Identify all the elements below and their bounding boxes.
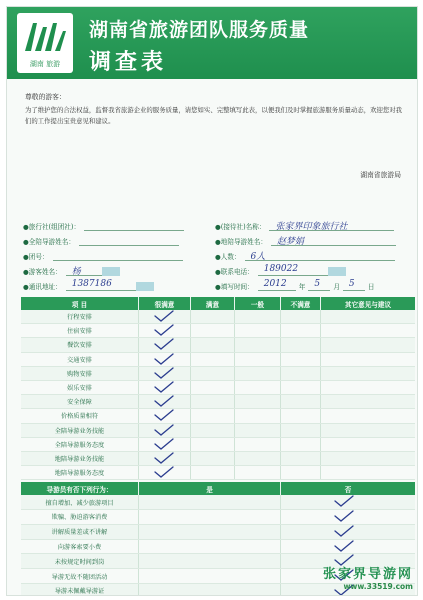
row-label: 餐饮安排 bbox=[21, 338, 139, 351]
agency-field[interactable] bbox=[84, 219, 184, 231]
cell-very-satisfied[interactable] bbox=[139, 324, 191, 337]
day-unit: 日 bbox=[367, 283, 375, 291]
behavior-label: 擅自增加、减少旅游项目 bbox=[21, 495, 139, 509]
agency-label: ●旅行社(组团社)： bbox=[23, 223, 81, 231]
cell-satisfied[interactable] bbox=[191, 353, 235, 366]
checkmark-icon bbox=[153, 452, 175, 465]
cell-very-satisfied[interactable] bbox=[139, 395, 191, 408]
watermark bbox=[323, 563, 413, 591]
cell-comments[interactable] bbox=[321, 424, 415, 437]
cell-unsatisfied[interactable] bbox=[281, 353, 321, 366]
table-row bbox=[21, 310, 415, 324]
cell-comments[interactable] bbox=[321, 310, 415, 323]
cell-average[interactable] bbox=[235, 424, 281, 437]
cell-comments[interactable] bbox=[321, 367, 415, 380]
checkmark-icon bbox=[153, 466, 175, 479]
cell-very-satisfied[interactable] bbox=[139, 452, 191, 465]
cell-very-satisfied[interactable] bbox=[139, 353, 191, 366]
cell-comments[interactable] bbox=[321, 409, 415, 422]
people-label: ●人数： bbox=[215, 253, 241, 261]
checkmark-icon bbox=[153, 338, 175, 351]
phone-label: ●联系电话： bbox=[215, 268, 254, 276]
cell-satisfied[interactable] bbox=[191, 424, 235, 437]
table-row bbox=[21, 381, 415, 395]
cell-satisfied[interactable] bbox=[191, 338, 235, 351]
logo-text: 湖南 旅游 bbox=[29, 60, 61, 68]
behavior-row bbox=[21, 510, 415, 525]
group-row bbox=[23, 247, 209, 261]
cell-average[interactable] bbox=[235, 395, 281, 408]
form-title: 湖南省旅游团队服务质量 bbox=[89, 19, 310, 41]
row-label: 全陪导游服务态度 bbox=[21, 438, 139, 451]
table-row bbox=[21, 353, 415, 367]
table-row bbox=[21, 367, 415, 381]
cell-yes[interactable] bbox=[139, 569, 281, 583]
cell-yes[interactable] bbox=[139, 525, 281, 539]
cell-comments[interactable] bbox=[321, 466, 415, 479]
cell-yes[interactable] bbox=[139, 495, 281, 509]
phone-field[interactable]: 189022 bbox=[258, 264, 328, 276]
local-agency-row bbox=[215, 217, 415, 231]
info-section bbox=[23, 217, 415, 295]
checkmark-icon bbox=[153, 310, 175, 323]
watermark-url: www.33519.com bbox=[343, 582, 413, 591]
date-row bbox=[215, 277, 415, 291]
row-label: 价格质量相符 bbox=[21, 409, 139, 422]
cell-unsatisfied[interactable] bbox=[281, 338, 321, 351]
name-row bbox=[23, 262, 209, 276]
cell-satisfied[interactable] bbox=[191, 395, 235, 408]
cell-very-satisfied[interactable] bbox=[139, 424, 191, 437]
checkmark-icon bbox=[153, 324, 175, 337]
cell-average[interactable] bbox=[235, 466, 281, 479]
behavior-label: 欺骗、胁迫游客消费 bbox=[21, 510, 139, 524]
cell-average[interactable] bbox=[235, 338, 281, 351]
phone-row bbox=[215, 262, 415, 276]
date-year-field[interactable]: 2012 bbox=[258, 279, 296, 291]
checkmark-icon bbox=[333, 525, 357, 539]
cell-unsatisfied[interactable] bbox=[281, 381, 321, 394]
cell-unsatisfied[interactable] bbox=[281, 409, 321, 422]
checkmark-icon bbox=[333, 510, 357, 524]
address-field[interactable]: 1387186 bbox=[66, 279, 136, 291]
cell-average[interactable] bbox=[235, 353, 281, 366]
header-band bbox=[7, 7, 418, 79]
greeting: 尊敬的游客： bbox=[25, 93, 66, 101]
cell-very-satisfied[interactable] bbox=[139, 466, 191, 479]
group-label: ●团号： bbox=[23, 253, 49, 261]
cell-unsatisfied[interactable] bbox=[281, 395, 321, 408]
cell-unsatisfied[interactable] bbox=[281, 452, 321, 465]
cell-yes[interactable] bbox=[139, 554, 281, 568]
table-row bbox=[21, 424, 415, 438]
behavior-label: 导游无故不随团活动 bbox=[21, 569, 139, 583]
col-item: 项 目 bbox=[21, 297, 139, 310]
col-very-satisfied: 很满意 bbox=[139, 297, 191, 310]
row-label: 安全保障 bbox=[21, 395, 139, 408]
cell-average[interactable] bbox=[235, 438, 281, 451]
tourism-logo bbox=[17, 13, 73, 73]
behavior-row bbox=[21, 540, 415, 555]
col-unsatisfied: 不满意 bbox=[281, 297, 321, 310]
cell-no[interactable] bbox=[281, 525, 415, 539]
cell-very-satisfied[interactable] bbox=[139, 310, 191, 323]
table-header bbox=[21, 297, 415, 310]
cell-average[interactable] bbox=[235, 324, 281, 337]
table-row bbox=[21, 466, 415, 480]
cell-very-satisfied[interactable] bbox=[139, 338, 191, 351]
cell-comments[interactable] bbox=[321, 452, 415, 465]
group-field[interactable] bbox=[53, 249, 183, 261]
logo-icon bbox=[21, 17, 69, 57]
local-guide-row bbox=[215, 232, 415, 246]
table-row bbox=[21, 409, 415, 423]
survey-form bbox=[6, 6, 418, 596]
cell-yes[interactable] bbox=[139, 584, 281, 596]
redaction-mark bbox=[136, 282, 154, 291]
year-unit: 年 bbox=[298, 283, 306, 291]
cell-comments[interactable] bbox=[321, 353, 415, 366]
row-label: 住宿安排 bbox=[21, 324, 139, 337]
name-field[interactable]: 杨 bbox=[66, 264, 102, 276]
guide-label: ●全陪导游姓名： bbox=[23, 238, 75, 246]
cell-satisfied[interactable] bbox=[191, 324, 235, 337]
local-agency-label: ●(接待社)名称： bbox=[215, 223, 266, 231]
cell-average[interactable] bbox=[235, 452, 281, 465]
guide-row bbox=[23, 232, 209, 246]
checkmark-icon bbox=[153, 438, 175, 451]
cell-average[interactable] bbox=[235, 409, 281, 422]
people-row bbox=[215, 247, 415, 261]
agency-row bbox=[23, 217, 209, 231]
behavior-row bbox=[21, 495, 415, 510]
row-label: 地陪导游服务态度 bbox=[21, 466, 139, 479]
address-label: ●通讯地址： bbox=[23, 283, 62, 291]
table-row bbox=[21, 338, 415, 352]
cell-comments[interactable] bbox=[321, 324, 415, 337]
checkmark-icon bbox=[153, 381, 175, 394]
cell-no[interactable] bbox=[281, 495, 415, 509]
table-row bbox=[21, 324, 415, 338]
table-row bbox=[21, 395, 415, 409]
behavior-label: 向游客索要小费 bbox=[21, 540, 139, 554]
table-body bbox=[21, 310, 415, 480]
behavior-label: 导游未佩戴导游证 bbox=[21, 584, 139, 596]
row-label: 全陪导游业务技能 bbox=[21, 424, 139, 437]
local-guide-label: ●地陪导游姓名： bbox=[215, 238, 267, 246]
guide-field[interactable] bbox=[79, 234, 179, 246]
cell-comments[interactable] bbox=[321, 395, 415, 408]
cell-unsatisfied[interactable] bbox=[281, 438, 321, 451]
checkmark-icon bbox=[153, 367, 175, 380]
cell-unsatisfied[interactable] bbox=[281, 367, 321, 380]
cell-yes[interactable] bbox=[139, 540, 281, 554]
cell-very-satisfied[interactable] bbox=[139, 367, 191, 380]
cell-comments[interactable] bbox=[321, 381, 415, 394]
checkmark-icon bbox=[153, 424, 175, 437]
row-label: 地陪导游业务技能 bbox=[21, 452, 139, 465]
cell-satisfied[interactable] bbox=[191, 409, 235, 422]
checkmark-icon bbox=[153, 353, 175, 366]
cell-satisfied[interactable] bbox=[191, 452, 235, 465]
col-average: 一般 bbox=[235, 297, 281, 310]
col-satisfied: 满意 bbox=[191, 297, 235, 310]
cell-unsatisfied[interactable] bbox=[281, 310, 321, 323]
cell-very-satisfied[interactable] bbox=[139, 409, 191, 422]
cell-average[interactable] bbox=[235, 381, 281, 394]
address-row bbox=[23, 277, 209, 291]
cell-average[interactable] bbox=[235, 367, 281, 380]
watermark-title: 张家界导游网 bbox=[322, 567, 413, 582]
intro-paragraph: 为了维护您的合法权益，监督我省旅游企业的服务质量，请您如实、完整填写此表，以便我们及时掌握旅游服务质量动态，欢迎您对我们的工作提出宝贵意见和建议。 bbox=[25, 106, 403, 125]
redaction-mark bbox=[102, 267, 120, 276]
row-label: 购物安排 bbox=[21, 367, 139, 380]
cell-yes[interactable] bbox=[139, 510, 281, 524]
checkmark-icon bbox=[153, 395, 175, 408]
date-month-field[interactable]: 5 bbox=[308, 279, 330, 291]
row-label: 娱乐安排 bbox=[21, 381, 139, 394]
cell-average[interactable] bbox=[235, 310, 281, 323]
cell-comments[interactable] bbox=[321, 338, 415, 351]
table-row bbox=[21, 452, 415, 466]
cell-satisfied[interactable] bbox=[191, 367, 235, 380]
local-agency-field[interactable]: 张家界印象旅行社 bbox=[269, 219, 394, 231]
name-label: ●游客姓名： bbox=[23, 268, 62, 276]
cell-no[interactable] bbox=[281, 510, 415, 524]
satisfaction-table bbox=[21, 297, 415, 596]
row-label: 行程安排 bbox=[21, 310, 139, 323]
cell-unsatisfied[interactable] bbox=[281, 466, 321, 479]
cell-very-satisfied[interactable] bbox=[139, 381, 191, 394]
col-comments: 其它意见与建议 bbox=[344, 300, 392, 309]
date-day-field[interactable]: 5 bbox=[343, 279, 365, 291]
people-field[interactable]: 6人 bbox=[245, 249, 395, 261]
checkmark-icon bbox=[153, 409, 175, 422]
behavior-header bbox=[21, 482, 415, 495]
cell-unsatisfied[interactable] bbox=[281, 324, 321, 337]
col-no: 否 bbox=[344, 485, 352, 494]
behavior-label: 讲解质量差或不讲解 bbox=[21, 525, 139, 539]
cell-satisfied[interactable] bbox=[191, 466, 235, 479]
col-yes: 是 bbox=[139, 482, 281, 495]
date-label: ●填写时间： bbox=[215, 283, 254, 291]
behavior-row bbox=[21, 525, 415, 540]
col-behavior: 导游员有否下列行为： bbox=[21, 482, 139, 495]
signer: 湖南省旅游局 bbox=[360, 171, 401, 179]
redaction-mark bbox=[328, 267, 346, 276]
form-subtitle: 调查表 bbox=[89, 50, 168, 75]
cell-satisfied[interactable] bbox=[191, 438, 235, 451]
behavior-label: 未按规定时间到岗 bbox=[21, 554, 139, 568]
cell-satisfied[interactable] bbox=[191, 310, 235, 323]
cell-very-satisfied[interactable] bbox=[139, 438, 191, 451]
checkmark-icon bbox=[333, 495, 357, 509]
cell-no[interactable] bbox=[281, 540, 415, 554]
row-label: 交通安排 bbox=[21, 353, 139, 366]
cell-comments[interactable] bbox=[321, 438, 415, 451]
table-row bbox=[21, 438, 415, 452]
local-guide-field[interactable]: 赵梦娟 bbox=[271, 234, 396, 246]
cell-satisfied[interactable] bbox=[191, 381, 235, 394]
cell-unsatisfied[interactable] bbox=[281, 424, 321, 437]
month-unit: 月 bbox=[333, 283, 340, 291]
checkmark-icon bbox=[333, 540, 357, 554]
